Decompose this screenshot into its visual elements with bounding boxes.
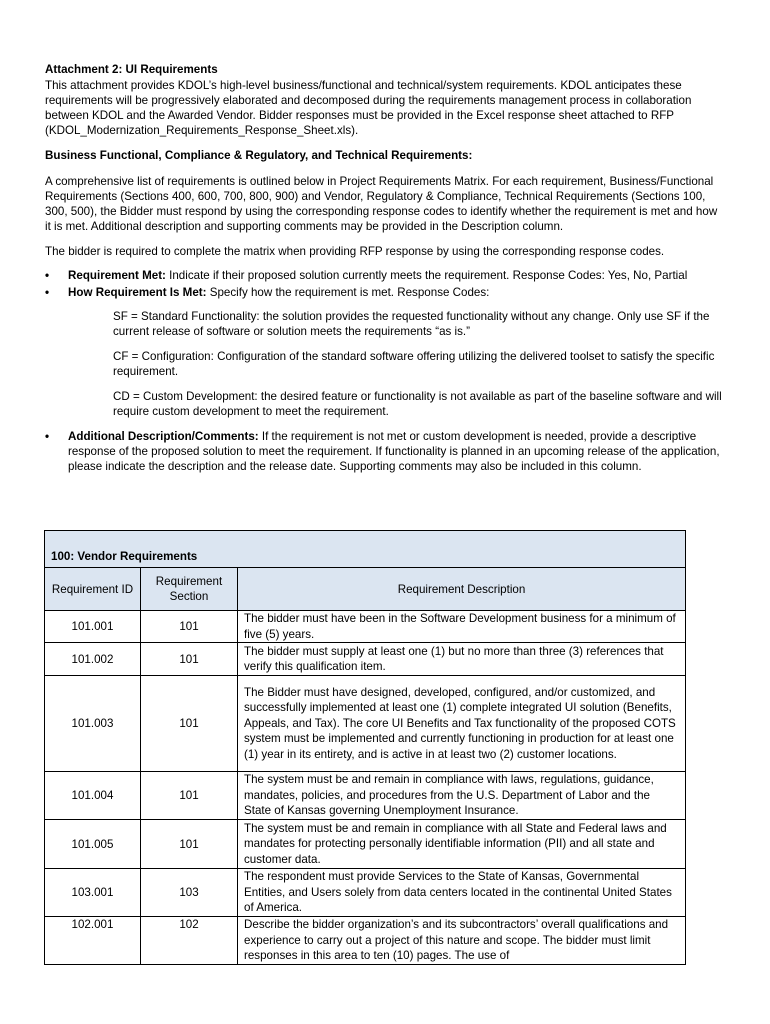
bullet-requirement-met [45, 268, 725, 283]
intro-paragraph: This attachment provides KDOL’s high-level business/functional and technical/system requirements. KDOL anticipates these requirements will be progressively elaborated and decomposed during the requirements management process in collaboration between KDOL and the Awarded Vendor. Bidder responses must be provided in the Excel response sheet attached to RFP (KDOL_Modernization_Requirements_Response_Sheet.xls). [45, 79, 692, 137]
attachment-heading: Attachment 2: UI Requirements [45, 63, 218, 76]
requirement-id: 103.001 [45, 869, 141, 917]
table-row [45, 676, 686, 772]
requirement-section: 101 [141, 611, 238, 643]
requirement-id: 102.001 [45, 917, 141, 965]
requirement-section: 101 [141, 772, 238, 820]
bullet-text: If the requirement is not met or custom development is needed, provide a descriptive response of the proposed solution to meet the requirement. If functionality is planned in an upcoming release of the application, please indicate the description and the release date. Supporting comments may also be included in this column. [68, 430, 720, 473]
table-row [45, 820, 686, 869]
bullet-text: Specify how the requirement is met. Response Codes: [206, 286, 490, 299]
requirement-description: Describe the bidder organization’s and its subcontractors’ overall qualifications and experience to carry out a project of this nature and scope. The bidder must limit responses in this area to ten (10) pages. The use of [238, 917, 686, 965]
requirement-id: 101.001 [45, 611, 141, 643]
bullet-text: Indicate if their proposed solution currently meets the requirement. Response Codes: Yes, No, Partial [165, 269, 688, 282]
matrix-paragraph: A comprehensive list of requirements is outlined below in Project Requirements Matrix. For each requirement, Business/Functional Requirements (Sections 400, 600, 700, 800, 900) and Vendor, Regulatory & Compliance, Technical Requirements (Sections 100, 300, 500), the Bidder must respond by using the corresponding response codes to identify whether the requirement is met and how it is met. Additional description and supporting comments may be provided in the Description column. [45, 175, 718, 233]
requirement-id: 101.002 [45, 643, 141, 676]
table-row [45, 917, 686, 965]
document-body [45, 62, 725, 476]
bullet-label: Additional Description/Comments: [68, 430, 259, 443]
bullet-label: How Requirement Is Met: [68, 286, 207, 299]
requirement-description: The respondent must provide Services to the State of Kansas, Governmental Entities, and Users solely from data centers located in the continental United States of America. [238, 869, 686, 917]
bullet-dot: • [45, 286, 50, 299]
requirement-id: 101.003 [45, 676, 141, 772]
requirement-description: The system must be and remain in compliance with all State and Federal laws and mandates for protecting personally identifiable information (PII) and all state and customer data. [238, 820, 686, 869]
requirement-section: 101 [141, 676, 238, 772]
requirement-section: 101 [141, 820, 238, 869]
requirements-subheading: Business Functional, Compliance & Regulatory, and Technical Requirements: [45, 149, 473, 162]
table-row [45, 772, 686, 820]
column-header-id: Requirement ID [45, 568, 141, 611]
code-cd: CD = Custom Development: the desired feature or functionality is not available as part of the baseline software and will require custom development to meet the requirement. [113, 390, 722, 418]
vendor-requirements-table [44, 530, 686, 965]
table-row [45, 611, 686, 643]
requirement-description: The Bidder must have designed, developed, configured, and/or customized, and successfully implemented at least one (1) complete integrated UI solution (Benefits, Appeals, and Tax). The core UI Benefits and Tax functionality of the proposed COTS system must be implemented and currently functioning in production for at least one (1) year in its entirety, and is active in at least two (2) customer locations. [238, 676, 686, 772]
code-cf: CF = Configuration: Configuration of the standard software offering utilizing the delivered toolset to satisfy the specific requirement. [113, 350, 715, 378]
table-row [45, 643, 686, 676]
response-codes-paragraph: The bidder is required to complete the matrix when providing RFP response by using the corresponding response codes. [45, 245, 665, 258]
bullet-additional-description [45, 429, 725, 474]
code-sf: SF = Standard Functionality: the solution provides the requested functionality without any change. Only use SF if the current release of software or solution meets the requirements “as is.” [113, 310, 710, 338]
bullet-dot: • [45, 269, 50, 282]
bullet-label: Requirement Met: [68, 269, 166, 282]
requirement-section: 101 [141, 643, 238, 676]
requirement-description: The system must be and remain in compliance with laws, regulations, guidance, mandates, policies, and procedures from the U.S. Department of Labor and the State of Kansas governing Unemployment Insurance. [238, 772, 686, 820]
requirement-section: 102 [141, 917, 238, 965]
table-row [45, 869, 686, 917]
bullet-dot: • [45, 430, 50, 443]
requirement-description: The bidder must supply at least one (1) but no more than three (3) references that verify this qualification item. [238, 643, 686, 676]
requirement-description: The bidder must have been in the Software Development business for a minimum of five (5) years. [238, 611, 686, 643]
table-section-title: 100: Vendor Requirements [45, 531, 686, 568]
requirement-section: 103 [141, 869, 238, 917]
requirement-id: 101.004 [45, 772, 141, 820]
requirement-id: 101.005 [45, 820, 141, 869]
column-header-section: Requirement Section [141, 568, 238, 611]
column-header-description: Requirement Description [238, 568, 686, 611]
bullet-how-requirement-met [45, 285, 725, 300]
